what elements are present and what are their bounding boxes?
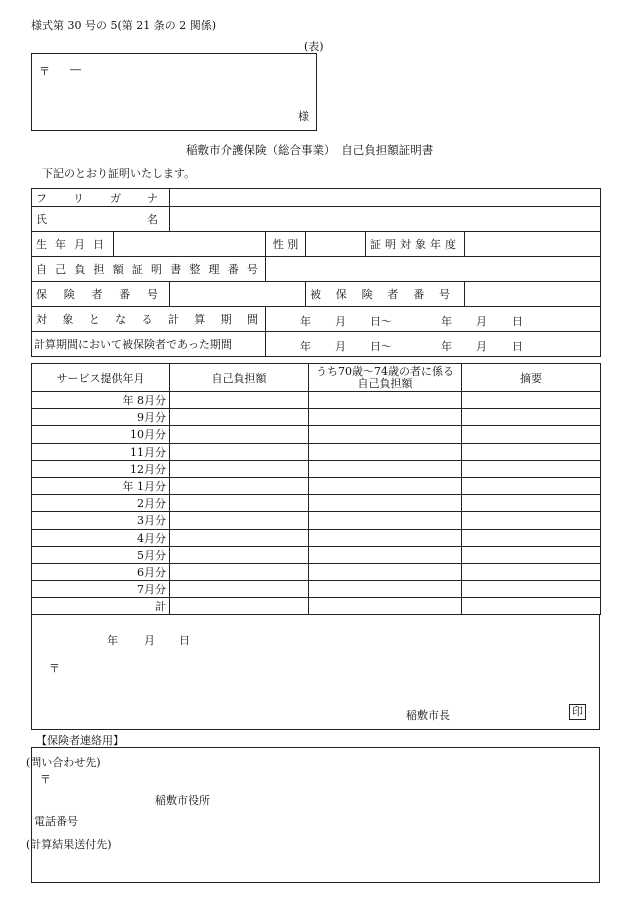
- copay-cell[interactable]: [170, 409, 309, 426]
- table-row: [32, 581, 601, 598]
- cert-year-field[interactable]: [465, 232, 601, 257]
- remarks-cell[interactable]: [462, 443, 601, 460]
- remarks-cell[interactable]: [462, 426, 601, 443]
- remarks-cell[interactable]: [462, 409, 601, 426]
- copay-cell[interactable]: [170, 426, 309, 443]
- copay-cell[interactable]: [170, 563, 309, 580]
- table-row: [32, 563, 601, 580]
- issue-year: 年: [107, 634, 118, 647]
- row-month-label: 年 8月分: [32, 392, 170, 409]
- copay-cell[interactable]: [170, 495, 309, 512]
- issuer-postal-mark: 〒: [49, 662, 60, 675]
- header-copay-70-74: うち70歳～74歳の者に係る 自己負担額: [309, 364, 462, 392]
- copay-70-74-cell[interactable]: [309, 495, 462, 512]
- copay-70-74-cell[interactable]: [309, 546, 462, 563]
- table-row: [32, 598, 601, 615]
- row-month-label: 2月分: [32, 495, 170, 512]
- copay-cell[interactable]: [170, 460, 309, 477]
- copay-cert-no-label: 自 己 負 担 額 証 明 書 整 理 番 号: [32, 257, 266, 282]
- remarks-cell[interactable]: [462, 529, 601, 546]
- copay-70-74-cell[interactable]: [309, 512, 462, 529]
- insured-no-label: 被 保 険 者 番 号: [306, 282, 465, 307]
- copay-cell[interactable]: [170, 581, 309, 598]
- header-service-month: サービス提供年月: [32, 364, 170, 392]
- remarks-cell[interactable]: [462, 512, 601, 529]
- row-month-label: 計: [32, 598, 170, 615]
- copay-70-74-cell[interactable]: [309, 529, 462, 546]
- row-month-label: 年 1月分: [32, 477, 170, 494]
- table-row: [32, 443, 601, 460]
- document-title: 稲敷市介護保険（総合事業） 自己負担額証明書: [186, 143, 434, 157]
- form-number: 様式第 30 号の 5(第 21 条の 2 関係): [31, 19, 217, 32]
- remarks-cell[interactable]: [462, 563, 601, 580]
- remarks-cell[interactable]: [462, 477, 601, 494]
- sex-field[interactable]: [306, 232, 366, 257]
- remarks-cell[interactable]: [462, 392, 601, 409]
- postal-mark: 〒: [39, 65, 50, 78]
- birthdate-field[interactable]: [114, 232, 266, 257]
- copay-70-74-cell[interactable]: [309, 426, 462, 443]
- birthdate-label: 生 年 月 日: [32, 232, 114, 257]
- cert-year-label: 証 明 対 象 年 度: [366, 232, 465, 257]
- remarks-cell[interactable]: [462, 598, 601, 615]
- front-label: (表): [304, 40, 324, 53]
- contact-section-label: 【保険者連絡用】: [36, 734, 124, 747]
- info-table: [31, 188, 601, 357]
- send-to-label: (計算結果送付先): [26, 838, 112, 851]
- remarks-cell[interactable]: [462, 581, 601, 598]
- sex-label: 性 別: [266, 232, 306, 257]
- furigana-label: フ リ ガ ナ: [32, 189, 170, 207]
- row-month-label: 12月分: [32, 460, 170, 477]
- row-month-label: 11月分: [32, 443, 170, 460]
- copay-70-74-cell[interactable]: [309, 563, 462, 580]
- furigana-field[interactable]: [170, 189, 601, 207]
- table-row: [32, 426, 601, 443]
- row-month-label: 7月分: [32, 581, 170, 598]
- row-month-label: 5月分: [32, 546, 170, 563]
- seal-mark: 印: [569, 704, 586, 720]
- row-month-label: 10月分: [32, 426, 170, 443]
- copay-cell[interactable]: [170, 598, 309, 615]
- table-row: [32, 495, 601, 512]
- copay-70-74-cell[interactable]: [309, 598, 462, 615]
- issue-month: 月: [144, 634, 155, 647]
- remarks-cell[interactable]: [462, 495, 601, 512]
- honorific: 様: [298, 110, 309, 123]
- table-row: [32, 460, 601, 477]
- row-month-label: 3月分: [32, 512, 170, 529]
- monthly-table: [31, 363, 601, 392]
- header-copay: 自己負担額: [170, 364, 309, 392]
- copay-70-74-cell[interactable]: [309, 443, 462, 460]
- postal-dash: ―: [70, 63, 81, 76]
- issue-day: 日: [179, 634, 190, 647]
- name-label: 氏 名: [32, 207, 170, 232]
- copay-cell[interactable]: [170, 392, 309, 409]
- insured-period-field[interactable]: 年 月 日～ 年 月 日: [266, 332, 601, 357]
- header-remarks: 摘要: [462, 364, 601, 392]
- table-row: [32, 392, 601, 409]
- copay-cert-no-field[interactable]: [266, 257, 601, 282]
- table-row: [32, 529, 601, 546]
- row-month-label: 6月分: [32, 563, 170, 580]
- insurer-no-label: 保 険 者 番 号: [32, 282, 170, 307]
- table-row: [32, 512, 601, 529]
- inquiry-label: (問い合わせ先): [26, 756, 101, 769]
- copay-70-74-cell[interactable]: [309, 581, 462, 598]
- monthly-rows: [31, 391, 601, 615]
- office-name: 稲敷市役所: [155, 794, 210, 807]
- table-row: [32, 477, 601, 494]
- table-row: [32, 546, 601, 563]
- phone-label: 電話番号: [34, 815, 78, 828]
- remarks-cell[interactable]: [462, 546, 601, 563]
- copay-70-74-cell[interactable]: [309, 460, 462, 477]
- target-period-field[interactable]: 年 月 日～ 年 月 日: [266, 307, 601, 332]
- copay-70-74-cell[interactable]: [309, 409, 462, 426]
- table-row: [32, 409, 601, 426]
- intro-text: 下記のとおり証明いたします。: [42, 167, 196, 180]
- insured-period-label: 計算期間において被保険者であった期間: [32, 332, 266, 357]
- name-field[interactable]: [170, 207, 601, 232]
- copay-cell[interactable]: [170, 529, 309, 546]
- contact-postal-mark: 〒: [40, 773, 51, 786]
- copay-cell[interactable]: [170, 546, 309, 563]
- copay-cell[interactable]: [170, 512, 309, 529]
- copay-70-74-cell[interactable]: [309, 477, 462, 494]
- mayor-label: 稲敷市長: [406, 709, 450, 722]
- remarks-cell[interactable]: [462, 460, 601, 477]
- copay-cell[interactable]: [170, 443, 309, 460]
- row-month-label: 4月分: [32, 529, 170, 546]
- address-box: [31, 53, 317, 131]
- insured-no-field[interactable]: [465, 282, 601, 307]
- contact-box: [26, 747, 600, 883]
- issuer-box: [31, 615, 600, 730]
- insurer-no-field[interactable]: [170, 282, 306, 307]
- row-month-label: 9月分: [32, 409, 170, 426]
- copay-70-74-cell[interactable]: [309, 392, 462, 409]
- copay-cell[interactable]: [170, 477, 309, 494]
- target-period-label: 対 象 と な る 計 算 期 間: [32, 307, 266, 332]
